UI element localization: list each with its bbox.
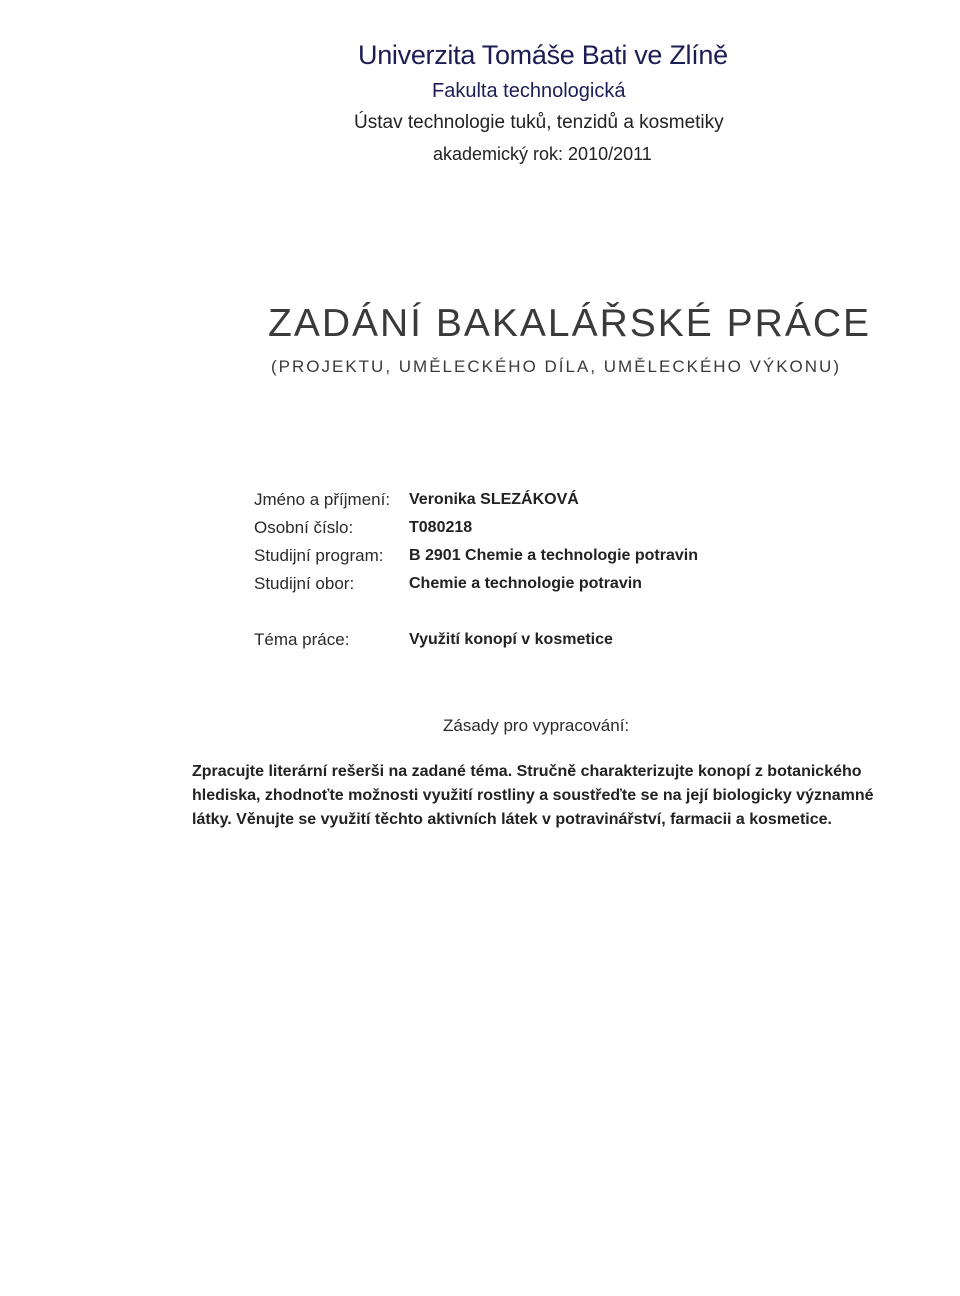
topic-value: Využití konopí v kosmetice bbox=[409, 631, 613, 648]
personal-number-value: T080218 bbox=[409, 519, 473, 536]
university-name: Univerzita Tomáše Bati ve Zlíně bbox=[358, 40, 728, 70]
principles-text: Zpracujte literární rešerši na zadané téma. Stručně charakterizujte konopí z botanického hlediska, zhodnoťte možnosti využití rostliny a soustřeďte se na její biologicky významné látky. Věnujte se využití těchto aktivních látek v potravinářství, farmacii a kosmetice. bbox=[192, 763, 874, 828]
academic-year: akademický rok: 2010/2011 bbox=[433, 144, 652, 164]
personal-number-label: Osobní číslo: bbox=[254, 518, 354, 537]
document-title: ZADÁNÍ BAKALÁŘSKÉ PRÁCE bbox=[268, 302, 872, 345]
name-label: Jméno a příjmení: bbox=[254, 490, 391, 509]
document-subtitle: (PROJEKTU, UMĚLECKÉHO DÍLA, UMĚLECKÉHO VÝKONU) bbox=[271, 357, 841, 376]
institute-name: Ústav technologie tuků, tenzidů a kosmetiky bbox=[354, 112, 724, 133]
faculty-name: Fakulta technologická bbox=[432, 80, 626, 102]
study-program-value: B 2901 Chemie a technologie potravin bbox=[409, 547, 698, 564]
study-field-label: Studijní obor: bbox=[254, 574, 355, 593]
study-field-value: Chemie a technologie potravin bbox=[409, 575, 642, 592]
topic-label: Téma práce: bbox=[254, 630, 350, 649]
name-value: Veronika SLEZÁKOVÁ bbox=[409, 491, 579, 508]
principles-heading: Zásady pro vypracování: bbox=[443, 716, 630, 735]
study-program-label: Studijní program: bbox=[254, 546, 384, 565]
